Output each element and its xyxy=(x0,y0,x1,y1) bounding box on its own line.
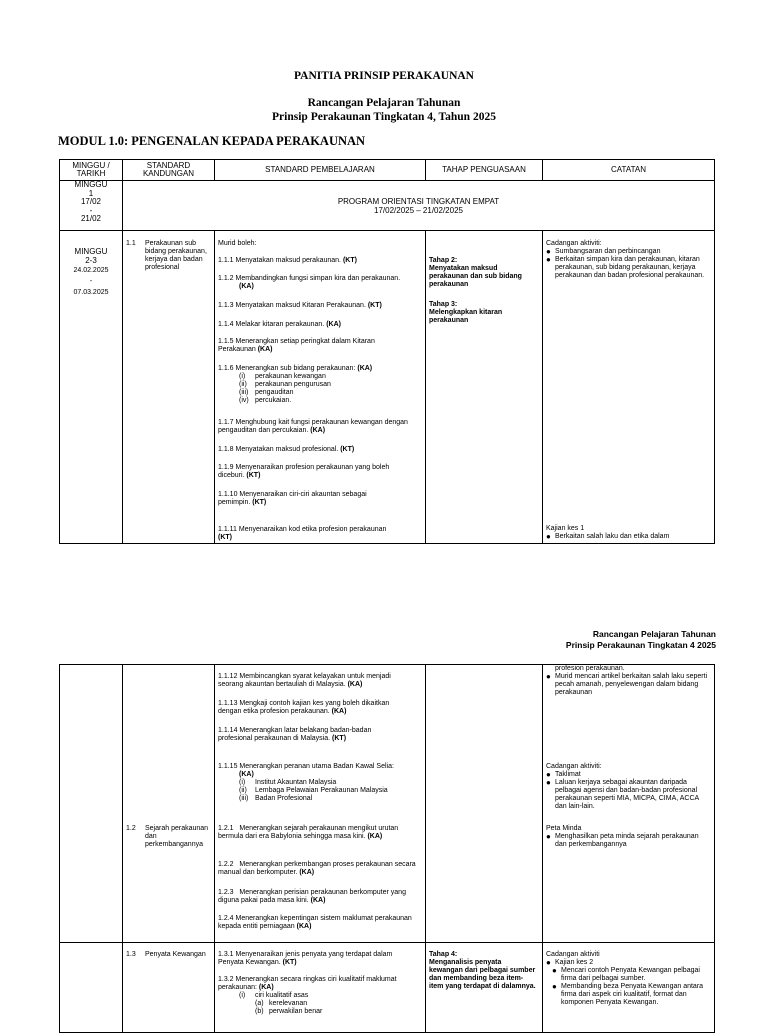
module-title: MODUL 1.0: PENGENALAN KEPADA PERAKAUNAN xyxy=(58,134,366,148)
sp-1-3-2: 1.3.2 Menerangkan secara ringkas ciri kualitatif maklumat perakaunan: (KA) xyxy=(218,976,397,991)
catatan-cell xyxy=(543,943,715,1033)
tahap-2: Tahap 2: Menyatakan maksud perakaunan dan sub bidang perakaunan xyxy=(429,257,522,288)
plan-title-1: Rancangan Pelajaran Tahunan xyxy=(307,97,461,109)
sp-1-1-13: 1.1.13 Mengkaji contoh kajian kes yang boleh dikaitkan dengan etika profesion perakaunan. (KA) xyxy=(218,700,390,715)
table-header-row xyxy=(60,160,715,181)
badan-item: (iii) Badan Profesional xyxy=(239,795,313,802)
standard-kandungan-cell xyxy=(123,665,215,943)
catatan-continued: profesion perakaunan. xyxy=(555,665,625,672)
sp-1-1-3: 1.1.3 Menyatakan maksud Kitaran Perakaunan. (KT) xyxy=(218,302,382,309)
tahap-cell xyxy=(426,665,543,943)
minggu-cell xyxy=(60,181,123,231)
page-title: PANITIA PRINSIP PERAKAUNAN xyxy=(294,70,474,82)
aktiviti-item: ● Sumbangsaran dan perbincangan xyxy=(546,247,661,256)
sp-1-1-12: 1.1.12 Membincangkan syarat kelayakan untuk menjadi seorang akauntan bertauliah di Malaysia. (KA) xyxy=(218,673,391,688)
plan-title-2: Prinsip Perakaunan Tingkatan 4, Tahun 2025 xyxy=(272,111,496,123)
aktiviti-item: ● Membanding beza Penyata Kewangan antara firma dari aspek ciri kualitatif, format dan komponen Penyata Kewangan. xyxy=(552,982,704,1006)
col-standard-kandungan: STANDARD KANDUNGAN xyxy=(123,160,215,181)
page2-header-2: Prinsip Perakaunan Tingkatan 4 2025 xyxy=(565,640,716,650)
minggu-no: 1 xyxy=(88,188,94,198)
ciri-list: (i) ciri kualitatif asas (a) kerelevanan (b) perwakilan benar xyxy=(239,992,323,1015)
table-row-1-3 xyxy=(60,943,715,1033)
subbidang-item: (iii) pengauditan xyxy=(239,389,294,396)
tahap-3: Tahap 3: Melengkapkan kitaran perakaunan xyxy=(429,301,503,324)
minggu-label: MINGGU xyxy=(74,247,108,256)
peta-item: ● Menghasilkan peta minda sejarah perakaunan dan perkembangannya xyxy=(546,832,699,848)
aktiviti-item: ● Taklimat xyxy=(546,770,581,779)
sp-1-2-2: 1.2.2 Menerangkan perkembangan proses perakaunan secara manual dan berkomputer. (KA) xyxy=(218,861,416,876)
sk-text: Penyata Kewangan xyxy=(145,951,206,958)
program-title: PROGRAM ORIENTASI TINGKATAN EMPAT xyxy=(337,196,500,206)
subbidang-item: (iv) percukaian. xyxy=(239,397,292,404)
sp-1-1-14: 1.1.14 Menerangkan latar belakang badan-badan profesional perakaunan di Malaysia. (KT) xyxy=(218,727,372,742)
sk-1-2: 1.2 Sejarah perakaunan dan perkembangannya xyxy=(126,825,209,848)
sk-number: 1.1 xyxy=(126,240,136,247)
standard-pembelajaran-cell xyxy=(215,231,426,544)
minggu-cell xyxy=(60,231,123,544)
sp-1-1-8: 1.1.8 Menyatakan maksud profesional. (KT) xyxy=(218,446,355,453)
tahap-4: Tahap 4: Menganalisis penyata kewangan dari pelbagai sumber dan membanding beza item-item yang terdapat di dalamnya. xyxy=(429,951,536,990)
sp-1-1-4: 1.1.4 Melakar kitaran perakaunan. (KA) xyxy=(218,321,341,328)
sk-number: 1.3 xyxy=(126,951,136,958)
kajian-kes: ● Kajian kes 2 xyxy=(546,958,594,967)
subbidang-item: (i) perakaunan kewangan xyxy=(239,373,326,380)
sp-1-2-4: 1.2.4 Menerangkan kepentingan sistem maklumat perakaunan kepada entiti perniagaan (KA) xyxy=(218,915,412,930)
sk-text: Perakaunan sub bidang perakaunan, kerjaya dan badan profesional xyxy=(145,240,207,271)
murid-boleh: Murid boleh: xyxy=(218,240,257,247)
table-row-1-1-cont xyxy=(60,665,715,943)
tahap-cell xyxy=(426,943,543,1033)
kajian-item: ● Berkaitan salah laku dan etika dalam xyxy=(546,532,670,541)
program-dates: 17/02/2025 – 21/02/2025 xyxy=(374,205,463,215)
date-dash: - xyxy=(89,278,93,285)
sp-1-1-11: 1.1.11 Menyenaraikan kod etika profesion perakaunan (KT) xyxy=(218,526,387,541)
peta-minda: Peta Minda xyxy=(546,825,582,832)
sp-1-1-1: 1.1.1 Menyatakan maksud perakaunan. (KT) xyxy=(218,257,357,264)
sp-1-1-15: 1.1.15 Menerangkan peranan utama Badan Kawal Selia: (KA) (i) Institut Akauntan Malaysia (ii) Lembaga Pelawaian Perakaunan Malaysia (iii) Badan Profesional xyxy=(218,763,418,803)
sp-1-1-2: 1.1.2 Membandingkan fungsi simpan kira dan perakaunan. (KA) xyxy=(218,275,401,290)
date-from: 24.02.2025 xyxy=(73,267,109,274)
cadangan-aktiviti: Cadangan aktiviti: xyxy=(546,240,602,247)
standard-pembelajaran-cell xyxy=(215,665,426,943)
col-minggu: MINGGU / TARIKH xyxy=(60,160,123,181)
aktiviti-item: ● Berkaitan simpan kira dan perakaunan, kitaran perakaunan, sub bidang perakaunan, kerjaya perakaunan dan badan profesional perakaunan. xyxy=(546,255,705,279)
col-standard-pembelajaran: STANDARD PEMBELAJARAN xyxy=(215,160,426,181)
table-row-orientasi xyxy=(60,181,715,231)
catatan-cell xyxy=(543,231,715,544)
table-row-1-1 xyxy=(60,231,715,544)
sp-1-1-5: 1.1.5 Menerangkan setiap peringkat dalam Kitaran Perakaunan (KA) xyxy=(218,338,375,353)
plan-table-page-1 xyxy=(59,159,715,544)
tahap-cell xyxy=(426,231,543,544)
aktiviti-item: ● Mencari contoh Penyata Kewangan pelbagai firma dari pelbagai sumber. xyxy=(552,966,700,982)
catatan-cell xyxy=(543,665,715,943)
standard-kandungan-cell xyxy=(123,231,215,544)
sp-1-3-1: 1.3.1 Menyenaraikan jenis penyata yang terdapat dalam Penyata Kewangan. (KT) xyxy=(218,951,393,966)
minggu-cell xyxy=(60,665,123,943)
sp-1-1-10: 1.1.10 Menyenaraikan ciri-ciri akauntan sebagai pemimpin. (KT) xyxy=(218,491,367,506)
sp-1-2-1: 1.2.1 Menerangkan sejarah perakaunan mengikut urutan bermula dari era Babylonia sehingga masa kini. (KA) xyxy=(218,825,399,840)
badan-item: (i) Institut Akauntan Malaysia xyxy=(239,779,337,786)
sp-1-1-9: 1.1.9 Menyenaraikan profesion perakaunan yang boleh diceburi. (KT) xyxy=(218,464,390,479)
badan-item: (ii) Lembaga Pelawaian Perakaunan Malaysia xyxy=(239,787,388,794)
page2-header-1: Rancangan Pelajaran Tahunan xyxy=(592,629,716,639)
date-to: 07.03.2025 xyxy=(73,289,109,296)
date-dash: - xyxy=(89,205,93,215)
cadangan-aktiviti: Cadangan aktiviti: xyxy=(546,763,602,770)
program-cell xyxy=(123,181,715,231)
cadangan-aktiviti: Cadangan aktiviti xyxy=(546,951,600,958)
plan-table-page-2 xyxy=(59,664,715,1033)
subbidang-item: (ii) perakaunan pengurusan xyxy=(239,381,331,388)
col-tahap: TAHAP PENGUASAAN xyxy=(426,160,543,181)
minggu-no: 2-3 xyxy=(85,256,97,265)
kajian-kes: Kajian kes 1 xyxy=(546,525,585,532)
col-catatan: CATATAN xyxy=(543,160,715,181)
standard-kandungan-cell xyxy=(123,943,215,1033)
sp-1-1-7: 1.1.7 Menghubung kait fungsi perakaunan kewangan dengan pengauditan dan percukaian. (KA) xyxy=(218,419,408,434)
minggu-cell xyxy=(60,943,123,1033)
standard-pembelajaran-cell xyxy=(215,943,426,1033)
date-from: 17/02 xyxy=(80,197,102,206)
aktiviti-item: ● Murid mencari artikel berkaitan salah laku seperti pecah amanah, penyelewengan dalam bidang perakaunan xyxy=(546,672,708,696)
minggu-label: MINGGU xyxy=(74,180,108,189)
sp-1-1-6: 1.1.6 Menerangkan sub bidang perakaunan: (KA) (i) perakaunan kewangan (ii) perakaunan pengurusan (iii) pengauditan (iv) percukaian. xyxy=(218,365,373,404)
date-to: 21/02 xyxy=(80,214,102,223)
aktiviti-item: ● Laluan kerjaya sebagai akauntan daripada pelbagai agensi dan badan-badan profesional perakaunan seperti MIA, MICPA, CIMA, ACCA dan lain-lain. xyxy=(546,778,699,810)
sp-1-2-3: 1.2.3 Menerangkan perisian perakaunan berkomputer yang diguna pakai pada masa kini. (KA) xyxy=(218,889,406,904)
